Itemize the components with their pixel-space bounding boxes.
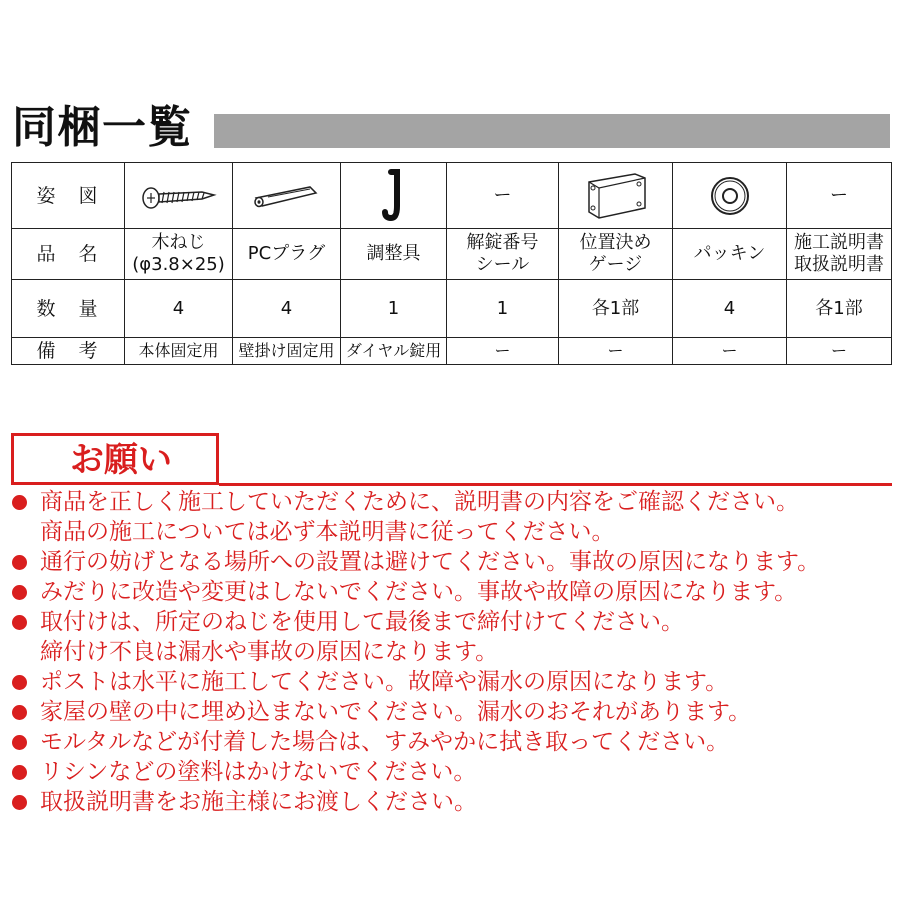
request-item — [12, 697, 897, 727]
screw-icon — [140, 181, 218, 211]
name-line: 木ねじ — [151, 232, 206, 253]
quantity-cell: 4 — [673, 280, 787, 338]
request-text: 家屋の壁の中に埋め込まないでください。漏水のおそれがあります。 — [40, 699, 752, 725]
name-line: シール — [475, 254, 530, 275]
bullet-dot-icon — [12, 495, 27, 510]
request-text: 商品を正しく施工していただくために、説明書の内容をご確認ください。 — [40, 489, 799, 515]
request-item — [12, 787, 897, 817]
bullet-dot-icon — [12, 585, 27, 600]
request-text: ポストは水平に施工してください。故障や漏水の原因になります。 — [40, 669, 729, 695]
name-line: 位置決め — [579, 232, 652, 253]
quantity-cell: 1 — [447, 280, 559, 338]
contents-table — [11, 162, 892, 365]
request-item — [12, 547, 897, 577]
remarks-row — [12, 338, 892, 365]
request-item — [12, 757, 897, 787]
name-cell — [559, 229, 673, 280]
quantity-cell: 4 — [233, 280, 341, 338]
name-line: 取扱説明書 — [794, 254, 884, 275]
bullet-dot-icon — [12, 765, 27, 780]
remarks-cell: ー — [787, 338, 892, 365]
request-text: モルタルなどが付着した場合は、すみやかに拭き取ってください。 — [40, 729, 730, 755]
section-title: 同梱一覧 — [12, 102, 192, 153]
quantity-header: 数 量 — [12, 280, 125, 338]
request-text: 取扱説明書をお施主様にお渡しください。 — [40, 789, 477, 815]
request-text: 締付け不良は漏水や事故の原因になります。 — [40, 639, 499, 665]
remarks-cell: ー — [673, 338, 787, 365]
remarks-cell: ー — [447, 338, 559, 365]
bullet-dot-icon — [12, 615, 27, 630]
remarks-cell: ー — [559, 338, 673, 365]
gasket-icon — [708, 174, 752, 218]
request-item — [12, 607, 897, 667]
figure-cell-adjuster — [341, 163, 447, 229]
request-item — [12, 667, 897, 697]
name-header: 品 名 — [12, 229, 125, 280]
bullet-dot-icon — [12, 705, 27, 720]
remarks-cell: 本体固定用 — [125, 338, 233, 365]
request-label-box — [11, 433, 219, 485]
request-rule — [219, 483, 892, 486]
name-line: 解錠番号 — [466, 232, 539, 253]
request-item — [12, 577, 897, 607]
name-line: ゲージ — [588, 254, 643, 275]
request-text: 通行の妨げとなる場所への設置は避けてください。事故の原因になります。 — [40, 549, 821, 575]
name-line: 調整具 — [366, 243, 421, 264]
figure-cell-screw — [125, 163, 233, 229]
figure-cell-gauge — [559, 163, 673, 229]
bullet-dot-icon — [12, 735, 27, 750]
bullet-dot-icon — [12, 555, 27, 570]
request-item — [12, 727, 897, 757]
quantity-cell: 各1部 — [559, 280, 673, 338]
request-text: 取付けは、所定のねじを使用して最後まで締付けてください。 — [40, 609, 684, 635]
request-label: お願い — [70, 440, 172, 480]
name-cell — [233, 229, 341, 280]
name-line: パッキン — [693, 243, 766, 264]
remarks-cell: ダイヤル錠用 — [341, 338, 447, 365]
request-list — [12, 487, 897, 817]
figure-cell-manuals: ー — [787, 163, 892, 229]
name-line: PCプラグ — [247, 243, 326, 264]
name-row — [12, 229, 892, 280]
name-cell — [673, 229, 787, 280]
wall-plug-icon — [250, 181, 324, 211]
quantity-cell: 1 — [341, 280, 447, 338]
figure-cell-gasket — [673, 163, 787, 229]
quantity-cell: 各1部 — [787, 280, 892, 338]
bullet-dot-icon — [12, 675, 27, 690]
name-line: 施工説明書 — [794, 232, 884, 253]
bullet-dot-icon — [12, 795, 27, 810]
request-text: 商品の施工については必ず本説明書に従ってください。 — [40, 519, 615, 545]
figure-cell-seal: ー — [447, 163, 559, 229]
request-text: リシンなどの塗料はかけないでください。 — [40, 759, 477, 785]
figure-row — [12, 163, 892, 229]
title-bar — [214, 114, 890, 148]
positioning-gauge-icon — [579, 168, 653, 224]
quantity-row — [12, 280, 892, 338]
remarks-cell: 壁掛け固定用 — [233, 338, 341, 365]
figure-cell-plug — [233, 163, 341, 229]
figure-header: 姿 図 — [12, 163, 125, 229]
quantity-cell: 4 — [125, 280, 233, 338]
request-text: みだりに改造や変更はしないでください。事故や故障の原因になります。 — [40, 579, 798, 605]
name-line: (φ3.8×25) — [132, 254, 225, 275]
name-cell — [447, 229, 559, 280]
request-item — [12, 487, 897, 547]
remarks-header: 備 考 — [12, 338, 125, 365]
name-cell — [787, 229, 892, 280]
name-cell — [341, 229, 447, 280]
name-cell — [125, 229, 233, 280]
adjuster-tool-icon — [379, 168, 409, 224]
